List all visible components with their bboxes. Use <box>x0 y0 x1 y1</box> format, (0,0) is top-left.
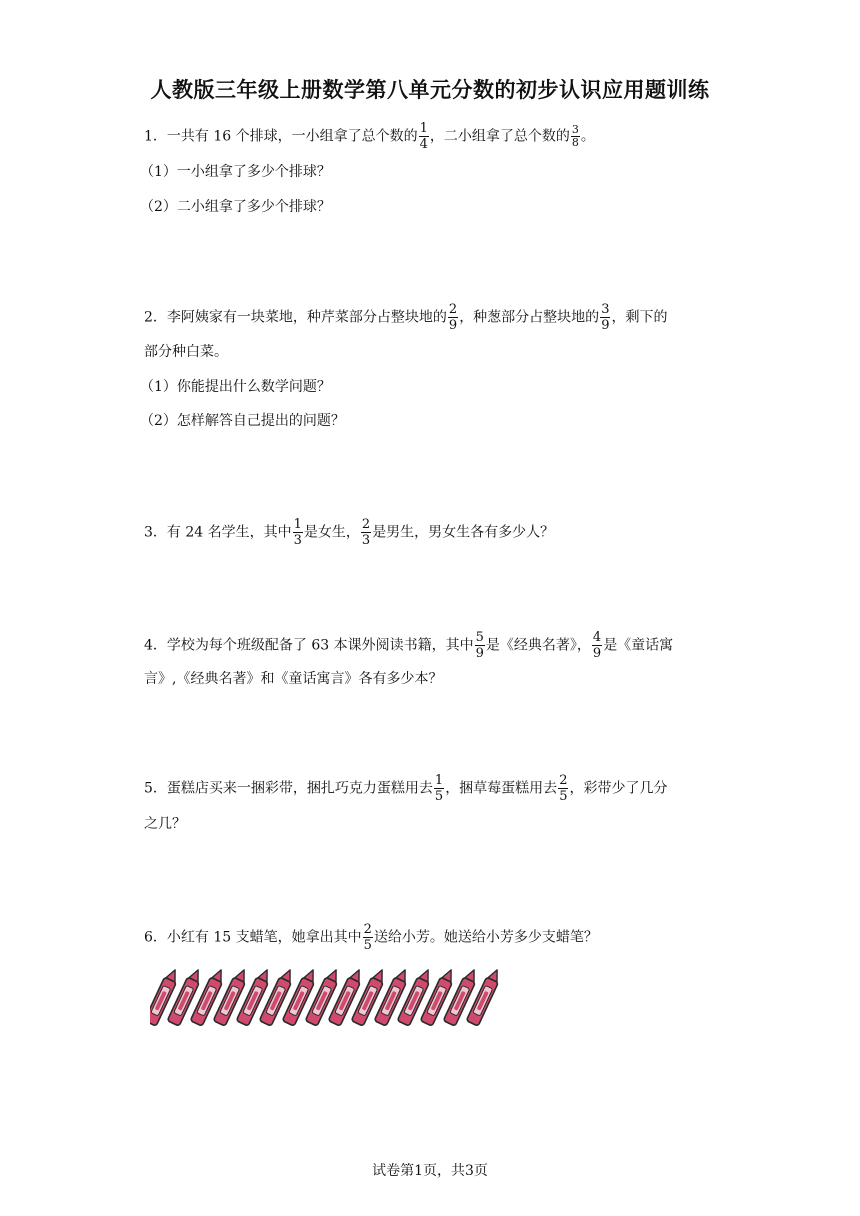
question-5-line-2: 之几？ <box>144 816 186 832</box>
question-4-line-2: 言》,《经典名著》和《童话寓言》各有多少本？ <box>144 671 443 687</box>
fraction: $\frac{2}{5}$ <box>559 773 568 804</box>
fraction: $\frac{3}{9}$ <box>601 302 610 333</box>
fraction: $\frac{1}{3}$ <box>293 517 302 548</box>
page-footer: 试卷第1页，共3页 <box>372 1163 488 1179</box>
question-2-line-2: 部分种白菜。 <box>144 344 228 360</box>
question-4: 4．学校为每个班级配备了 63 本课外阅读书籍，其中 $\frac{5}{9}$ 是《经典名著》， $\frac{4}{9}$ 是《童话寓 <box>144 630 674 661</box>
question-6: 6．小红有 15 支蜡笔，她拿出其中 $\frac{2}{5}$ 送给小芳。她送给小芳多少支蜡笔？ <box>144 922 598 953</box>
question-2: 2．李阿姨家有一块菜地，种芹菜部分占整块地的 $\frac{2}{9}$ ，种葱部分占整块地的 $\frac{3}{9}$ ，剩下的 <box>144 302 668 333</box>
question-2-sub-2: （2）怎样解答自己提出的问题？ <box>140 413 345 429</box>
page-title: 人教版三年级上册数学第八单元分数的初步认识应用题训练 <box>150 78 710 102</box>
fraction: $\frac{1}{5}$ <box>434 773 444 804</box>
fraction: $\frac{1}{4}$ <box>419 121 428 152</box>
fraction: $\frac{4}{9}$ <box>592 630 602 661</box>
fraction: $\frac{3}{8}$ <box>571 123 579 149</box>
fraction: $\frac{2}{5}$ <box>363 922 372 953</box>
question-3: 3．有 24 名学生，其中 $\frac{1}{3}$ 是女生， $\frac{2}{3}$ 是男生，男女生各有多少人？ <box>144 517 555 548</box>
crayons-illustration <box>150 966 510 1030</box>
question-2-sub-1: （1）你能提出什么数学问题？ <box>140 379 331 395</box>
fraction: $\frac{2}{3}$ <box>361 517 371 548</box>
question-1: 1．一共有 16 个排球，一小组拿了总个数的 $\frac{1}{4}$ ，二小组拿了总个数的 $\frac{3}{8}$ 。 <box>144 121 595 152</box>
fraction: $\frac{5}{9}$ <box>475 630 484 661</box>
fraction: $\frac{2}{9}$ <box>448 302 458 333</box>
question-1-sub-2: （2）二小组拿了多少个排球？ <box>140 199 331 215</box>
question-5: 5．蛋糕店买来一捆彩带，捆扎巧克力蛋糕用去 $\frac{1}{5}$ ，捆草莓蛋糕用去 $\frac{2}{5}$ ，彩带少了几分 <box>144 773 668 804</box>
question-1-sub-1: （1）一小组拿了多少个排球？ <box>140 164 331 180</box>
